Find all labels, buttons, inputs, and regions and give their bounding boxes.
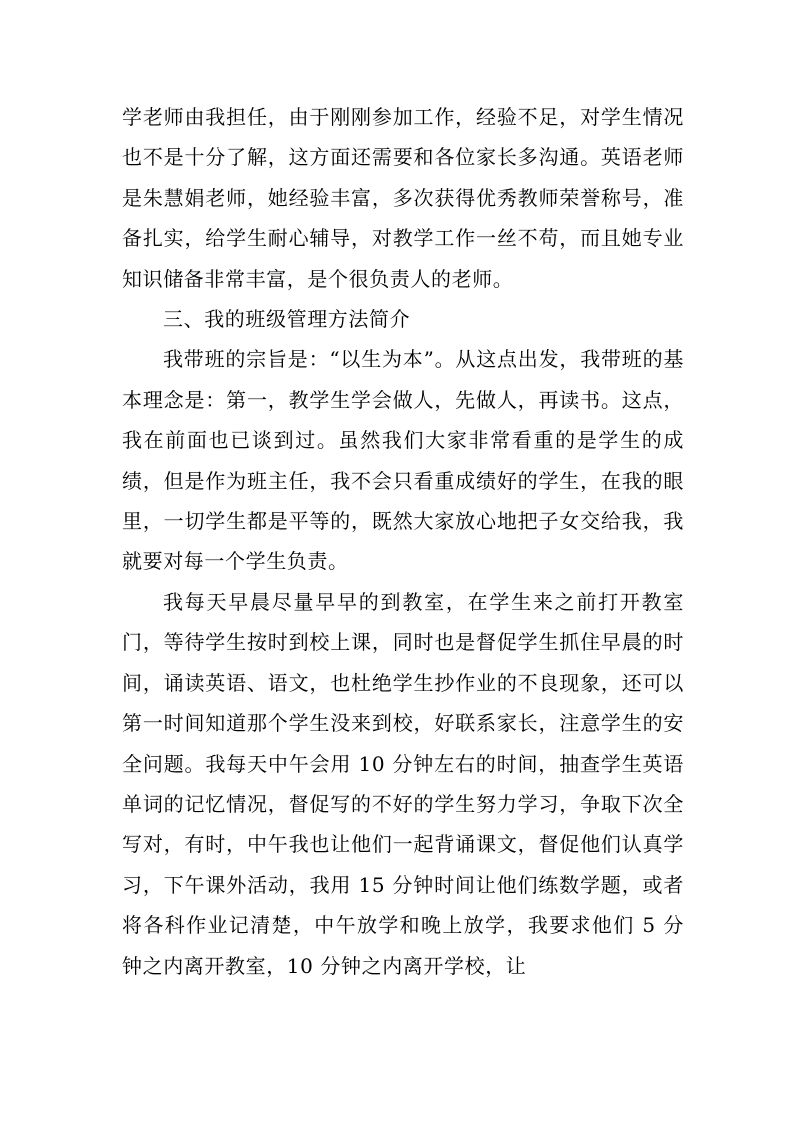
paragraph-daily-routine: 我每天早晨尽量早早的到教室，在学生来之前打开教室门，等待学生按时到校上课，同时也是督促学生抓住早晨的时间，诵读英语、语文，也杜绝学生抄作业的不良现象，还可以第一时间知道那个学生没来到校，好联系家长，注意学生的安全问题。我每天中午会用 10 分钟左右的时间，抽查学生英语单词的记忆情况，督促写的不好的学生努力学习，争取下次全写对，有时，中午我也让他们一起背诵课文，督促他们认真学习，下午课外活动，我用 15 分钟时间让他们练数学题，或者将各科作业记清楚，中午放学和晚上放学，我要求他们 5 分钟之内离开教室，10 分钟之内离开学校，让 bbox=[122, 589, 684, 978]
paragraph-teacher-intro: 学老师由我担任，由于刚刚参加工作，经验不足，对学生情况也不是十分了解，这方面还需要和各位家长多沟通。英语老师是朱慧娟老师，她经验丰富，多次获得优秀教师荣誉称号，准备扎实，给学生耐心辅导，对教学工作一丝不苟，而且她专业知识储备非常丰富，是个很负责人的老师。 bbox=[122, 105, 684, 291]
paragraph-class-philosophy: 我带班的宗旨是：“以生为本”。从这点出发，我带班的基本理念是：第一，教学生学会做人，先做人，再读书。这点，我在前面也已谈到过。虽然我们大家非常看重的是学生的成绩，但是作为班主任，我不会只看重成绩好的学生，在我的眼里，一切学生都是平等的，既然大家放心地把子女交给我，我就要对每一个学生负责。 bbox=[122, 347, 684, 574]
section-heading-class-management: 三、我的班级管理方法简介 bbox=[163, 307, 411, 332]
document-body bbox=[122, 97, 684, 986]
